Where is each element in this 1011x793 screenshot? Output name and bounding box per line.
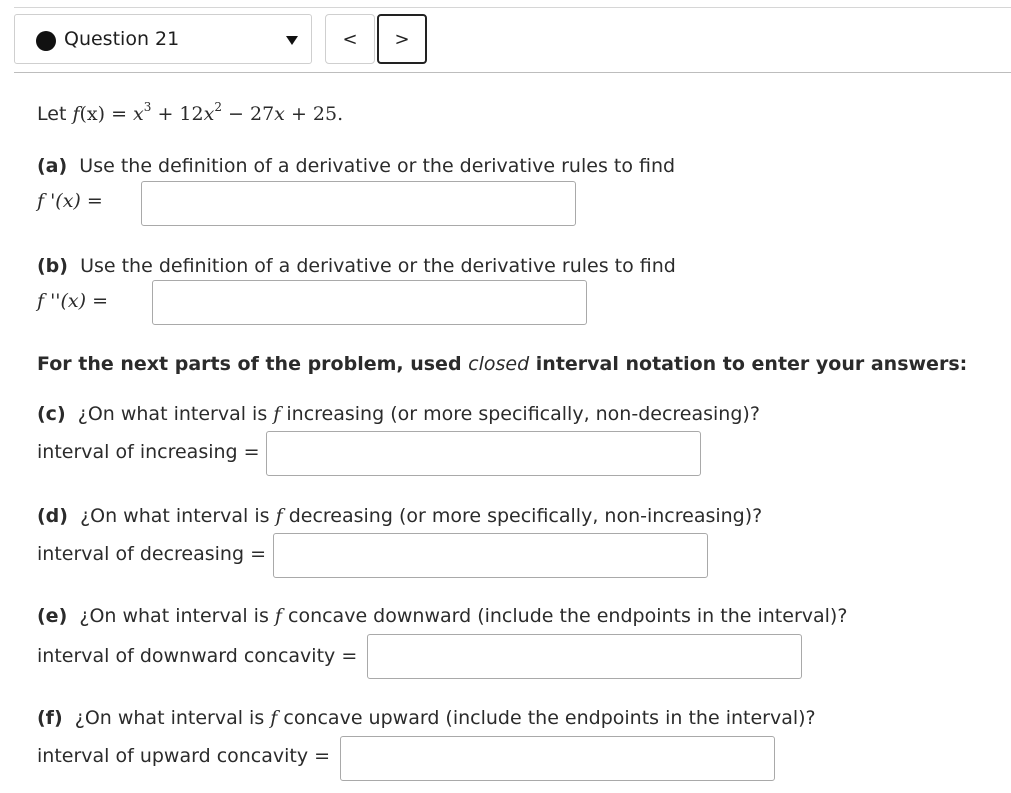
part-b-label: (b) <box>37 255 68 277</box>
term-x: x <box>203 103 215 125</box>
question-select[interactable] <box>14 14 312 64</box>
term-x: x <box>133 103 144 125</box>
minus-sign: − <box>228 103 244 125</box>
part-a-math-label <box>37 190 103 212</box>
problem-statement <box>37 100 343 125</box>
part-c-text: increasing (or more specifically, non-decreasing)? <box>286 403 760 425</box>
function-name: f <box>72 103 80 125</box>
answer-input-e[interactable] <box>367 634 802 679</box>
f-variable: f <box>270 707 278 729</box>
instruction-after: interval notation to enter your answers: <box>535 353 968 375</box>
term-x: x <box>274 103 285 125</box>
instruction-before: For the next parts of the problem, used <box>37 353 462 375</box>
exponent-3: 3 <box>143 100 152 114</box>
part-e-prompt <box>37 605 847 627</box>
plus-sign: + <box>290 103 307 125</box>
header-divider <box>14 72 1011 73</box>
top-divider <box>14 7 1011 8</box>
f-double-prime-label: f ''(x) <box>37 290 87 312</box>
answer-input-d[interactable] <box>273 533 708 578</box>
instruction-emphasis: closed <box>468 353 530 375</box>
part-f-label: (f) <box>37 707 63 729</box>
f-prime-label: f '(x) <box>37 190 81 212</box>
part-c-text: ¿On what interval is <box>77 403 268 425</box>
next-question-button[interactable] <box>377 14 427 64</box>
upward-concavity-field-label: interval of upward concavity = <box>37 745 331 767</box>
part-d-prompt <box>37 505 762 527</box>
increasing-field-label: interval of increasing = <box>37 441 260 463</box>
chevron-down-icon <box>286 36 298 45</box>
part-a-text: Use the definition of a derivative or the derivative rules to find <box>79 155 676 177</box>
part-b-text: Use the definition of a derivative or the derivative rules to find <box>80 255 676 277</box>
coef-27: 27 <box>249 103 275 125</box>
chevron-left-icon: < <box>342 28 358 50</box>
decreasing-field-label: interval of decreasing = <box>37 543 266 565</box>
constant-term: 25. <box>312 103 344 125</box>
let-word: Let <box>37 103 67 125</box>
part-f-text: ¿On what interval is <box>74 707 265 729</box>
part-a-prompt <box>37 155 675 177</box>
answer-input-c[interactable] <box>266 431 701 476</box>
chevron-right-icon: > <box>394 28 410 50</box>
part-c-prompt <box>37 403 760 425</box>
interval-instruction <box>37 353 967 375</box>
equals-sign: = <box>92 290 109 312</box>
downward-concavity-field-label: interval of downward concavity = <box>37 645 358 667</box>
coef-12: 12 <box>179 103 204 125</box>
equals-sign: = <box>111 103 127 125</box>
question-status-dot-icon <box>36 31 56 51</box>
answer-input-a[interactable] <box>141 181 576 226</box>
previous-question-button[interactable] <box>325 14 375 64</box>
question-label: Question 21 <box>64 28 180 50</box>
equals-sign: = <box>86 190 103 212</box>
f-variable: f <box>275 505 283 527</box>
part-d-label: (d) <box>37 505 68 527</box>
part-b-math-label <box>37 290 108 312</box>
part-d-text: ¿On what interval is <box>80 505 270 527</box>
answer-input-f[interactable] <box>340 736 775 781</box>
function-var: (x) <box>79 103 106 125</box>
part-b-prompt <box>37 255 676 277</box>
part-c-label: (c) <box>37 403 66 425</box>
part-e-text: concave downward (include the endpoints in the interval)? <box>288 605 848 627</box>
part-d-text: decreasing (or more specifically, non-increasing)? <box>288 505 763 527</box>
exponent-2: 2 <box>214 100 222 114</box>
f-variable: f <box>274 605 282 627</box>
plus-sign: + <box>157 103 174 125</box>
f-variable: f <box>273 403 281 425</box>
part-f-text: concave upward (include the endpoints in the interval)? <box>283 707 816 729</box>
part-e-label: (e) <box>37 605 68 627</box>
part-a-label: (a) <box>37 155 68 177</box>
part-e-text: ¿On what interval is <box>79 605 269 627</box>
answer-input-b[interactable] <box>152 280 587 325</box>
part-f-prompt <box>37 707 816 729</box>
